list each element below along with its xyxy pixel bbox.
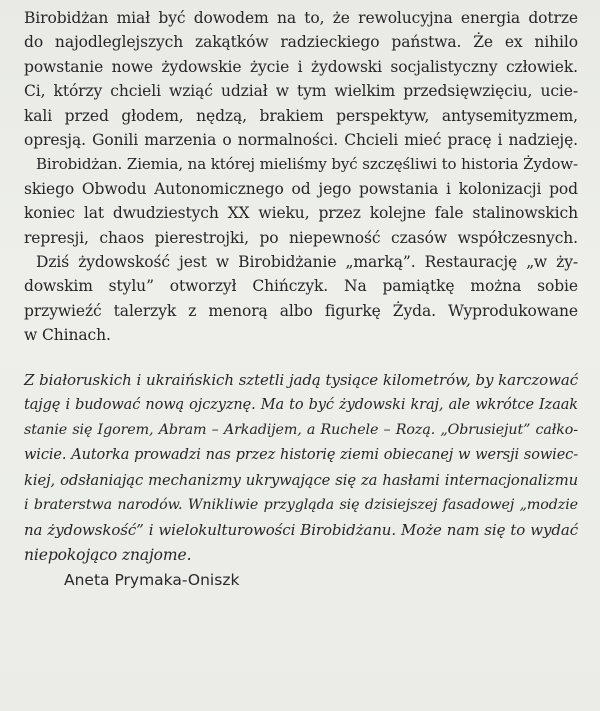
blurb-line: na żydowskość” i wielokulturowości Birobidżanu. Może nam się to wydać bbox=[24, 520, 578, 539]
blurb-line: stanie się Igorem, Abram – Arkadijem, a Ruchele – Rozą. „Obrusiejut” całko- bbox=[24, 421, 578, 438]
description-paragraph-1 bbox=[24, 6, 578, 152]
blurb-author: Aneta Prymaka-Oniszk bbox=[64, 570, 240, 589]
blurb-line: wicie. Autorka prowadzi nas przez historię ziemi obiecanej w wersji sowiec- bbox=[24, 446, 578, 463]
text-line: kali przed głodem, nędzą, brakiem perspektyw, antysemityzmem, bbox=[24, 106, 578, 125]
text-line: powstanie nowe żydowskie życie i żydowski socjalistyczny człowiek. bbox=[24, 57, 578, 76]
description-section bbox=[24, 6, 578, 348]
text-line: koniec lat dwudziestych XX wieku, przez kolejne fale stalinowskich bbox=[24, 204, 578, 223]
text-line: w Chinach. bbox=[24, 326, 111, 345]
blurb-section bbox=[24, 368, 578, 593]
blurb-line: Z białoruskich i ukraińskich sztetli jadą tysiące kilometrów, by karczować bbox=[24, 370, 578, 389]
blurb-line: kiej, odsłaniając mechanizmy ukrywające się za hasłami internacjonalizmu bbox=[24, 471, 578, 489]
text-line: dowskim stylu” otworzył Chińczyk. Na pamiątkę można sobie bbox=[24, 277, 578, 296]
text-line: do najodleglejszych zakątków radzieckiego państwa. Że ex nihilo bbox=[24, 33, 578, 52]
section-spacer bbox=[24, 348, 578, 368]
description-paragraph-3 bbox=[24, 250, 578, 348]
blurb-line: i braterstwa narodów. Wnikliwie przygląda się dzisiejszej fasadowej „modzie bbox=[24, 496, 578, 513]
blurb-line: niepokojąco znajome. bbox=[24, 545, 192, 564]
text-line: opresją. Gonili marzenia o normalności. Chcieli mieć pracę i nadzieję. bbox=[24, 131, 578, 150]
text-line: Ci, którzy chcieli wziąć udział w tym wielkim przedsięwzięciu, ucie- bbox=[24, 82, 578, 101]
text-line: skiego Obwodu Autonomicznego od jego powstania i kolonizacji pod bbox=[24, 179, 578, 198]
text-line: Birobidżan. Ziemia, na której mieliśmy być szczęśliwi to historia Żydow- bbox=[36, 155, 578, 174]
text-line: przywieźć talerzyk z menorą albo figurkę Żyda. Wyprodukowane bbox=[24, 301, 578, 320]
text-line: represji, chaos pierestrojki, po niepewność czasów współczesnych. bbox=[24, 228, 578, 247]
text-line: Birobidżan miał być dowodem na to, że rewolucyjna energia dotrze bbox=[24, 9, 578, 27]
description-paragraph-2 bbox=[24, 152, 578, 250]
blurb-line: tajgę i budować nową ojczyznę. Ma to być żydowski kraj, ale wkrótce Izaak bbox=[24, 396, 578, 413]
text-line: Dziś żydowskość jest w Birobidżanie „marką”. Restaurację „w ży- bbox=[36, 253, 578, 272]
